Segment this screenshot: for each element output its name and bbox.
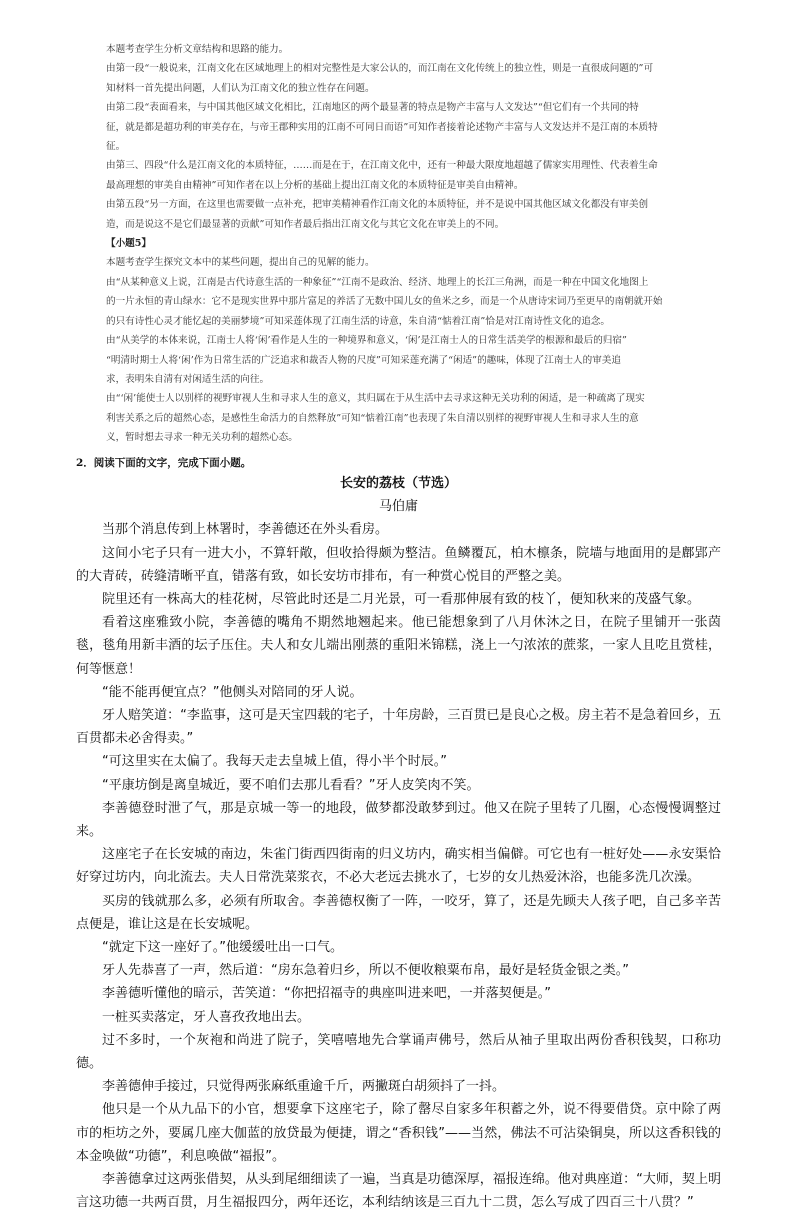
analysis-line: 本题考查学生分析文章结构和思路的能力。 <box>106 44 289 55</box>
passage-paragraph: 这座宅子在长安城的南边，朱雀门街西四街南的归义坊内，确实相当偏僻。可它也有一桩好处——永安渠恰好穿过坊内，向北流去。夫人日常洗菜浆衣，不必大老远去挑水了，七岁的女儿热爱沐浴，也能多洗几次澡。 <box>76 847 721 886</box>
passage-title: 长安的荔枝（节选） <box>339 476 457 491</box>
passage-paragraph: “就定下这一座好了。”他缓缓吐出一口气。 <box>102 940 343 956</box>
analysis-line: 由第二段“表面看来，与中国其他区域文化相比，江南地区的两个最显著的特点是物产丰富与人文发达”“但它们有一个共同的特 <box>106 102 639 114</box>
analysis-line: 的一片永恒的青山绿水：它不是现实世界中那片富足的养活了无数中国儿女的鱼米之乡，而是一个从唐诗宋词乃至更早的南朝就开始 <box>106 296 663 308</box>
passage-paragraph: 这间小宅子只有一进大小，不算轩敞，但收拾得颇为整洁。鱼鳞覆瓦，柏木檩条，院墙与地面用的是鄜郢产的大青砖，砖缝清晰平直，错落有致，如长安坊市排布，有一种赏心悦目的严整之美。 <box>76 545 721 584</box>
analysis-line: 【小题5】 <box>106 238 152 250</box>
analysis-line: 由第一段“一般说来，江南文化在区域地理上的相对完整性是大家公认的，而江南在文化传统上的独立性，则是一直很成问题的”可 <box>106 63 654 75</box>
passage-paragraph: 过不多时，一个灰袍和尚进了院子，笑嘻嘻地先合掌诵声佛号，然后从袖子里取出两份香积钱契，口称功德。 <box>76 1032 721 1072</box>
passage-author: 马伯庸 <box>378 499 418 515</box>
analysis-line: 由“从某种意义上说，江南是古代诗意生活的一种象征”“江南不是政治、经济、地理上的长江三角洲，而是一种在中国文化地图上 <box>106 276 649 288</box>
passage-paragraph: 李善德伸手接过，只觉得两张麻纸重逾千斤，两撇斑白胡须抖了一抖。 <box>102 1079 506 1095</box>
analysis-line: 征，就是都是超功利的审美存在，与帝王郡种实用的江南不可同日而语”可知作者接着论述物产丰富与人文发达并不是江南的本质特 <box>106 121 658 133</box>
analysis-line: 本题考查学生探究文本中的某些问题，提出自己的见解的能力。 <box>106 257 375 269</box>
passage-paragraph: 李善德登时泄了气，那是京城一等一的地段，做梦都没敢梦到过。他又在院子里转了几圈，心态慢慢调整过来。 <box>76 800 721 840</box>
analysis-line: 由“‘闲’能使士人以别样的视野审视人生和寻求人生的意义，其归属在于从生活中去寻求这种无关功利的闲适，是一种疏离了现实 <box>106 393 645 405</box>
analysis-line: 由第三、四段“什么是江南文化的本质特征，……而是在于，在江南文化中，还有一种最大限度地超越了儒家实用理性、代表着生命 <box>106 160 658 172</box>
passage-paragraph: 当那个消息传到上林署时，李善德还在外头看房。 <box>102 522 389 538</box>
analysis-line: 由第五段“另一方面，在这里也需要做一点补充，把审美精神看作江南文化的本质特征，并不是说中国其他区域文化都没有审美创 <box>106 199 649 211</box>
passage-body <box>76 518 721 1214</box>
passage-paragraph: “能不能再便宜点？”他侧头对陪同的牙人说。 <box>102 684 363 700</box>
analysis-line: 造，而是说这不是它们最显著的贡献”可知作者最后指出江南文化与其它文化在审美上的不同。 <box>106 218 505 230</box>
analysis-line: 最高理想的审美自由精神”可知作者在以上分析的基础上提出江南文化的本质特征是审美自由精神。 <box>106 179 524 191</box>
passage-paragraph: 院里还有一株高大的桂花树，尽管此时还是二月光景，可一看那伸展有致的枝丫，便知秋来的茂盛气象。 <box>102 592 701 608</box>
analysis-line: 征。 <box>106 141 126 153</box>
analysis-line: 知材料一首先提出问题，人们认为江南文化的独立性存在问题。 <box>106 82 375 94</box>
passage-paragraph: “平康坊倒是离皇城近，要不咱们去那儿看看？”牙人皮笑肉不笑。 <box>102 777 480 793</box>
passage-paragraph: 李善德拿过这两张借契，从头到尾细细读了一遍，当真是功德深厚，福报连绵。他对典座道：“大师，契上明言这功德一共两百贯，月生福报四分，两年还讫，本利结纳该是三百九十二贯，怎么写成了四百三十八贯？” <box>76 1172 721 1211</box>
analysis-line: 由“从美学的本体来说，江南士人将‘闲’看作是人生的一种境界和意义，‘闲’是江南士人的日常生活美学的根源和最后的归宿” <box>106 335 627 347</box>
analysis-line: 利害关系之后的超然心态，是感性生命活力的自然释放”可知“惦着江南”也表现了朱自清以别样的视野审视人生和寻求人生的意 <box>106 412 639 424</box>
passage-paragraph: 李善德听懂他的暗示，苦笑道：“你把招福寺的典座叫进来吧，一并落契便是。” <box>102 986 551 1002</box>
passage-paragraph: 牙人赔笑道：“李监事，这可是天宝四载的宅子，十年房龄，三百贯已是良心之极。房主若不是急着回乡，五百贯都未必舍得卖。” <box>76 708 721 747</box>
passage-paragraph: 买房的钱就那么多，必须有所取舍。李善德权衡了一阵，一咬牙，算了，还是先顾夫人孩子吧，自己多辛苦点便是，谁让这是在长安城呢。 <box>76 893 721 932</box>
analysis-line: 求，表明朱自清有对闲适生活的向往。 <box>106 373 270 385</box>
analysis-line: 的只有诗性心灵才能忆起的美丽梦境”可知采莲体现了江南生活的诗意，朱自清“惦着江南”恰是对江南诗性文化的追念。 <box>106 315 610 327</box>
passage-paragraph: 他只是一个从九品下的小官，想要拿下这座宅子，除了罄尽自家多年积蓄之外，说不得要借贷。京中除了两市的柜坊之外，要属几座大伽蓝的放贷最为便捷，谓之“香积钱”——当然，佛法不可沾染铜臭，所以这香积钱的本金唤做“功德”，利息唤做“福报”。 <box>76 1102 721 1164</box>
analysis-line: “明清时期士人将‘闲’作为日常生活的广泛追求和裁否人物的尺度”可知采莲充满了“闲适”的趣味，体现了江南士人的审美追 <box>106 354 621 366</box>
passage-paragraph: “可这里实在太偏了。我每天走去皇城上值，得小半个时辰。” <box>102 754 447 770</box>
question-heading: 2．阅读下面的文字，完成下面小题。 <box>76 457 252 469</box>
answer-analysis <box>106 40 718 448</box>
reading-passage <box>76 472 721 1215</box>
analysis-line: 义，暂时想去寻求一种无关功利的超然心态。 <box>106 432 298 444</box>
passage-paragraph: 一桩买卖落定，牙人喜孜孜地出去。 <box>102 1009 311 1025</box>
passage-paragraph: 牙人先恭喜了一声，然后道：“房东急着归乡，所以不便收粮粟布帛，最好是轻货金银之类。” <box>102 963 629 979</box>
passage-paragraph: 看着这座雅致小院，李善德的嘴角不期然地翘起来。他已能想象到了八月休沐之日，在院子里铺开一张茵毯，毯角用新丰酒的坛子压住。夫人和女儿端出刚蒸的重阳米锦糕，浇上一勺浓浓的蔗浆，一家人且吃且赏桂，何等惬意！ <box>76 615 721 677</box>
